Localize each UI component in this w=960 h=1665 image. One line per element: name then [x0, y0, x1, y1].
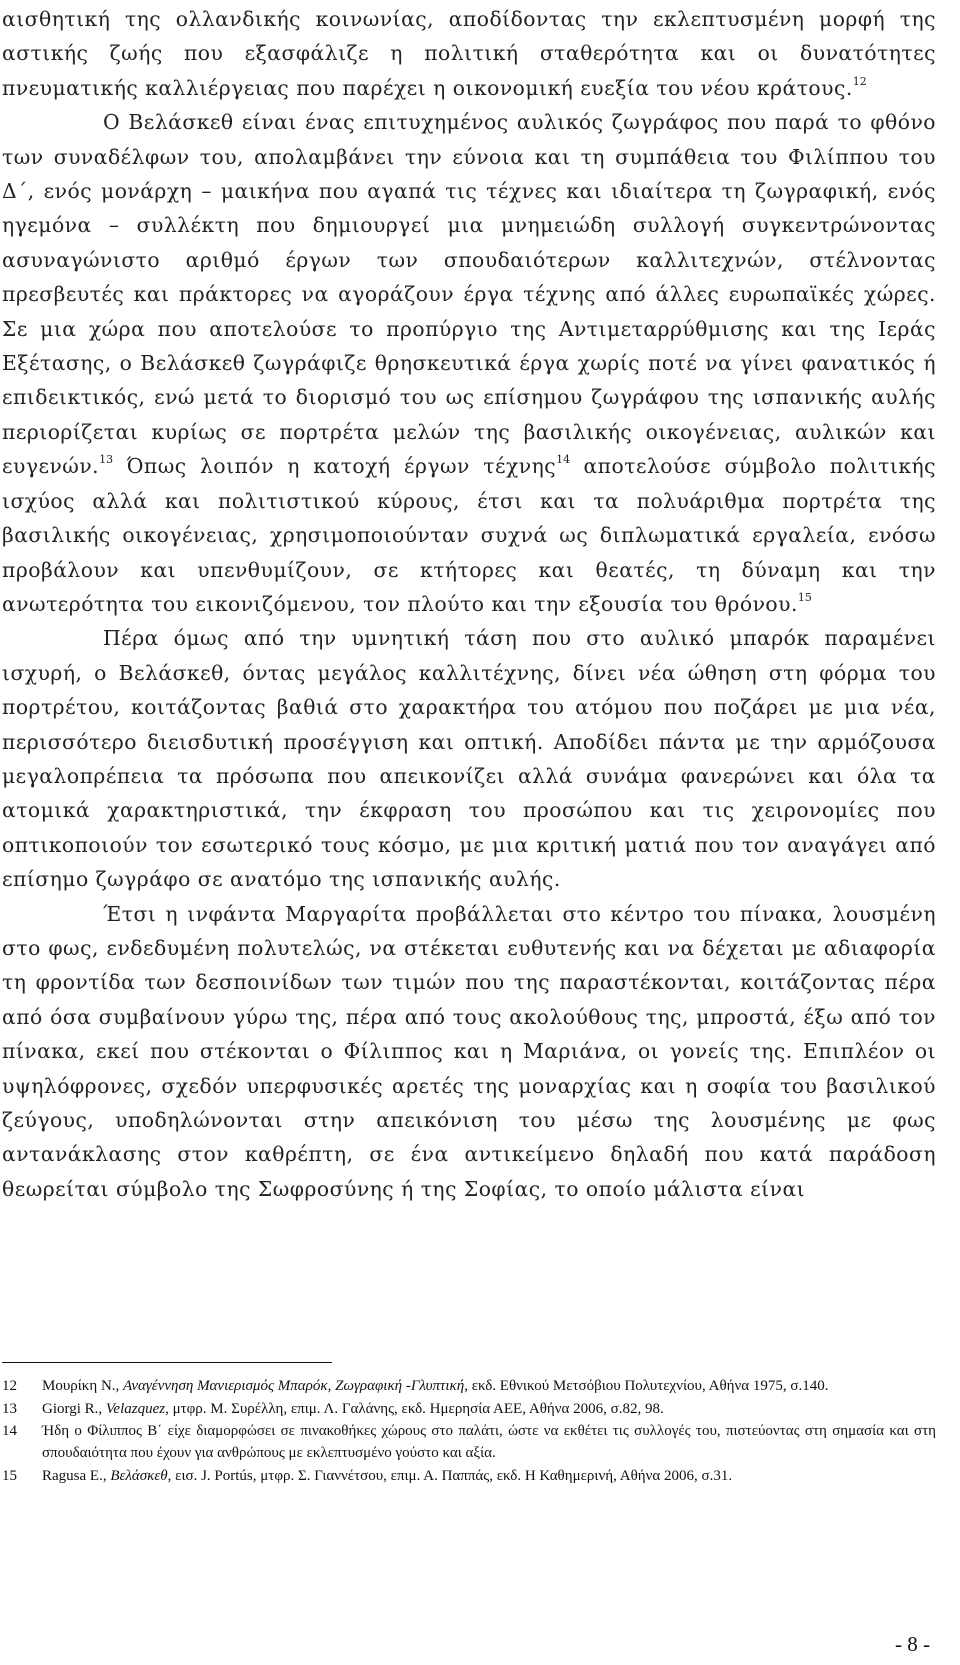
- footnote-title: Αναγέννηση Μανιερισμός Μπαρόκ, Ζωγραφική -Γλυπτική: [123, 1378, 465, 1394]
- footnote-ref-14[interactable]: 14: [556, 453, 571, 467]
- main-text: [2, 2, 936, 1206]
- footnote-12: [2, 1376, 936, 1398]
- footnote-text: Giorgi R.,: [42, 1400, 106, 1417]
- footnote-text: Μουρίκη Ν.,: [42, 1378, 124, 1394]
- paragraph-2: [2, 105, 936, 621]
- footnote-title: Βελάσκεθ: [110, 1467, 168, 1484]
- footnote-number: 12: [2, 1378, 17, 1394]
- footnote-15: [2, 1466, 936, 1488]
- footnote-ref-12[interactable]: 12: [852, 74, 867, 88]
- paragraph-2-text-c: αποτελούσε σύμβολο πολιτικής ισχύος αλλά και πολιτιστικού κύρους, έτσι και τα πολυάριθμα πορτρέτα της βασιλικής οικογένειας, χρησιμοποιούνταν συχνά ως διπλωματικά εργαλεία, ενόσω προβάλουν και υπενθυμίζουν, σε κτήτορες και θεατές, τη δύναμη και την ανωτερότητα του εικονιζόμενου, τον πλούτο και την εξουσία του θρόνου.: [2, 454, 937, 616]
- footnote-number: 15: [2, 1467, 17, 1484]
- footnote-text: Ήδη ο Φίλιππος Β΄ είχε διαμορφώσει σε πινακοθήκες χώρους στο παλάτι, ώστε να εκθέτει τις συλλογές του, πιστεύοντας στη σημασία και στη σπουδαιότητα που έχουν για ανθρώπους με εκλεπτυσμένο γούστο και αξία.: [42, 1423, 936, 1462]
- footnote-13: [2, 1399, 936, 1421]
- paragraph-2-text-a: Ο Βελάσκεθ είναι ένας επιτυχημένος αυλικός ζωγράφος που παρά το φθόνο των συναδέλφων του, απολαμβάνει την εύνοια και τη συμπάθεια του Φιλίππου του Δ΄, ενός μονάρχη – μαικήνα που αγαπά τις τέχνες και ιδιαίτερα τη ζωγραφική, ενός ηγεμόνα – συλλέκτη που δημιουργεί μια μνημειώδη συλλογή συγκεντρώνοντας ασυναγώνιστο αριθμό έργων των σπουδαιότερων καλλιτεχνών, στέλνοντας πρεσβευτές και πράκτορες να αγοράζουν έργα τέχνης από άλλες ευρωπαϊκές χώρες. Σε μια χώρα που αποτελούσε το προπύργιο της Αντιμεταρρύθμισης και της Ιεράς Εξέτασης, ο Βελάσκεθ ζωγράφιζε θρησκευτικά έργα χωρίς ποτέ να γίνει φανατικός ή επιδεικτικός, ενώ μετά το διορισμό του ως επίσημου ζωγράφου της ισπανικής αυλής περιορίζεται κυρίως σε πορτρέτα μελών της βασιλικής οικογένειας, αυλικών και ευγενών.: [2, 110, 936, 479]
- paragraph-4: Έτσι η ινφάντα Μαργαρίτα προβάλλεται στο κέντρο του πίνακα, λουσμένη στο φως, ενδεδυμένη πολυτελώς, να στέκεται ευθυτενής και να δέχεται με αδιαφορία τη φροντίδα των δεσποινίδων των τιμών που της παραστέκονται, κοιτάζοντας πέρα από όσα συμβαίνουν γύρω της, πέρα από τους ακολούθους της, μπροστά, έξω από τον πίνακα, εκεί που στέκονται ο Φίλιππος και η Μαριάνα, οι γονείς της. Επιπλέον οι υψηλόφρονες, σχεδόν υπερφυσικές αρετές της μοναρχίας και η σοφία του βασιλικού ζεύγους, υποδηλώνονται στην απεικόνιση του μέσω της λουσμένης με φως αντανάκλασης στον καθρέπτη, σε ένα αντικείμενο δηλαδή που κατά παράδοση θεωρείται σύμβολο της Σωφροσύνης ή της Σοφίας, το οποίο μάλιστα είναι: [2, 901, 936, 1201]
- footnote-separator: [2, 1362, 332, 1363]
- paragraph-2-text-b: Όπως λοιπόν η κατοχή έργων τέχνης: [113, 454, 557, 479]
- paragraph-1: [2, 2, 936, 105]
- footnotes: [2, 1376, 936, 1489]
- paragraph-1-text: αισθητική της ολλανδικής κοινωνίας, αποδίδοντας την εκλεπτυσμένη μορφή της αστικής ζωής που εξασφάλιζε η πολιτική σταθερότητα και οι δυνατότητες πνευματικής καλλιέργειας που παρέχει η οικονομική ευεξία του νέου κράτους.: [2, 7, 936, 100]
- page-number: - 8 -: [895, 1632, 930, 1656]
- footnote-ref-15[interactable]: 15: [797, 590, 812, 604]
- footnote-text: , εκδ. Εθνικού Μετσόβιου Πολυτεχνίου, Αθήνα 1975, σ.140.: [464, 1378, 829, 1394]
- footnote-text: Ragusa E.,: [42, 1467, 111, 1484]
- footnote-text: , εισ. J. Portús, μτφρ. Σ. Γιαννέτσου, επιμ. Α. Παππάς, εκδ. Η Καθημερινή, Αθήνα 2006, σ.31.: [167, 1467, 733, 1484]
- footnote-text: , μτφρ. Μ. Συρέλλη, επιμ. Λ. Γαλάνης, εκδ. Ημερησία ΑΕΕ, Αθήνα 2006, σ.82, 98.: [165, 1400, 664, 1417]
- footnote-number: 13: [2, 1400, 17, 1417]
- footnote-number: 14: [2, 1423, 17, 1440]
- footnote-14: [2, 1421, 936, 1464]
- footnote-title: Velazquez: [105, 1400, 166, 1417]
- paragraph-3: Πέρα όμως από την υμνητική τάση που στο αυλικό μπαρόκ παραμένει ισχυρή, ο Βελάσκεθ, όντας μεγάλος καλλιτέχνης, δίνει νέα ώθηση στη φόρμα του πορτρέτου, κοιτάζοντας βαθιά στο χαρακτήρα του ατόμου που ποζάρει με μια νέα, περισσότερο διεισδυτική προσέγγιση και οπτική. Αποδίδει πάντα με την αρμόζουσα μεγαλοπρέπεια τα πρόσωπα που απεικονίζει αλλά συνάμα φανερώνει και όλα τα ατομικά χαρακτηριστικά, την έκφραση του προσώπου και τις χειρονομίες που οπτικοποιούν τον εσωτερικό τους κόσμο, με μια κριτική ματιά που τον αναγάγει από επίσημο ζωγράφο σε ανατόμο της ισπανικής αυλής.: [2, 626, 936, 892]
- footnote-ref-13[interactable]: 13: [99, 453, 114, 467]
